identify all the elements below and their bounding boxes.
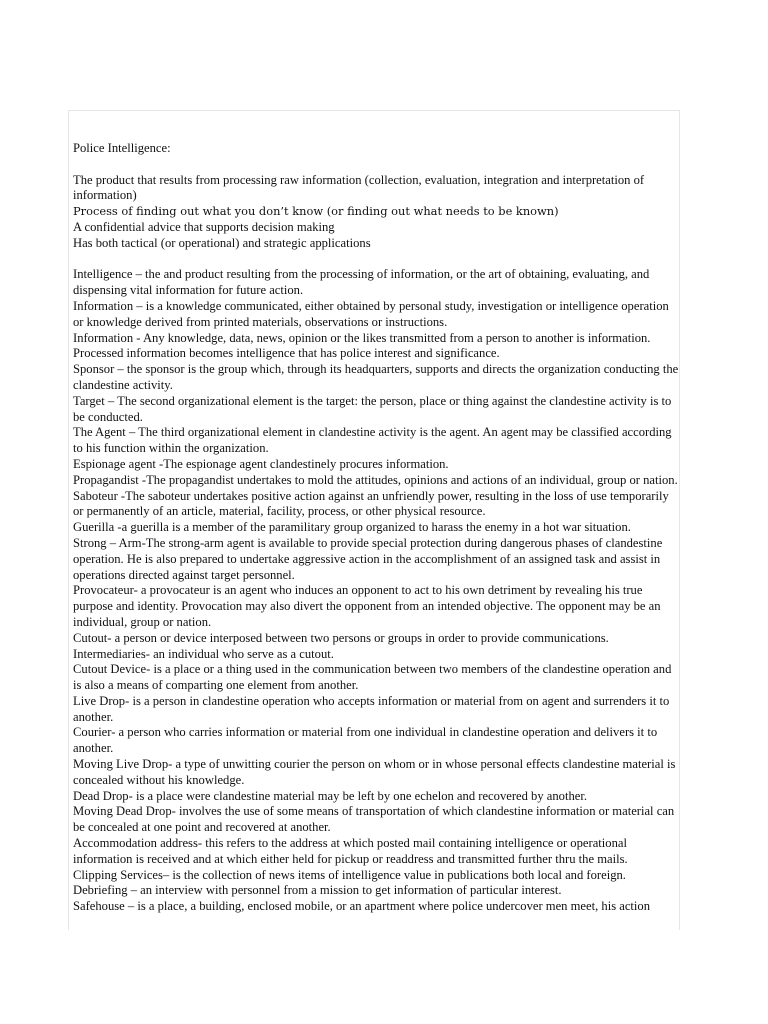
definition-paragraph: The Agent – The third organizational element in clandestine activity is the agent. An agent may be classified according to his function within the organization. <box>73 425 672 456</box>
definition-paragraph: Dead Drop- is a place were clandestine material may be left by one echelon and recovered by another. <box>73 788 588 803</box>
intro-line: The product that results from processing raw information (collection, evaluation, integration and interpretation of information) <box>73 172 645 203</box>
definition-paragraph: Strong – Arm-The strong-arm agent is available to provide special protection during dangerous phases of clandestine operation. He is also prepared to undertake aggressive action in the accomplishment of an assigned task and assist in operations directed against target personnel. <box>73 535 663 582</box>
intro-line: A confidential advice that supports decision making <box>73 219 335 234</box>
document-page <box>68 110 680 930</box>
spacer <box>73 157 679 173</box>
document-title: Police Intelligence: <box>73 141 171 155</box>
definition-paragraph: Provocateur- a provocateur is an agent who induces an opponent to act to his own detriment by revealing his true purpose and identity. Provocation may also divert the opponent from an intended objective. The opponent may be an individual, group or nation. <box>73 583 661 629</box>
definition-paragraph: Target – The second organizational element is the target: the person, place or thing against the clandestine activity is to be conducted. <box>73 393 672 424</box>
definition-paragraph: Safehouse – is a place, a building, enclosed mobile, or an apartment where police undercover men meet, his action <box>73 899 651 914</box>
definition-paragraph: Clipping Services– is the collection of news items of intelligence value in publications both local and foreign. <box>73 867 626 882</box>
definition-paragraph: Sponsor – the sponsor is the group which, through its headquarters, supports and directs the organization conducting the clandestine activity. <box>73 362 679 392</box>
definition-paragraph: Debriefing – an interview with personnel from a mission to get information of particular interest. <box>73 883 562 898</box>
definition-paragraph: Espionage agent -The espionage agent clandestinely procures information. <box>73 456 449 471</box>
definition-paragraph: Cutout Device- is a place or a thing used in the communication between two members of the clandestine operation and is also a means of comparting one element from another. <box>73 662 672 693</box>
definition-paragraph: Information - Any knowledge, data, news, opinion or the likes transmitted from a person to another is information. Processed information becomes intelligence that has police interest and significance. <box>73 330 651 361</box>
intro-line: Has both tactical (or operational) and strategic applications <box>73 235 371 250</box>
definition-paragraph: Information – is a knowledge communicated, either obtained by personal study, investigation or intelligence operation or knowledge derived from printed materials, observations or instructions. <box>73 298 669 329</box>
definition-paragraph: Intermediaries- an individual who serve as a cutout. <box>73 646 334 661</box>
definition-paragraph: Saboteur -The saboteur undertakes positive action against an unfriendly power, resulting in the loss of use temporarily or permanently of an article, material, facility, process, or other physical resource. <box>73 488 669 519</box>
definition-paragraph: Propagandist -The propagandist undertakes to mold the attitudes, opinions and actions of an individual, group or nation. <box>73 472 678 487</box>
definition-paragraph: Moving Live Drop- a type of unwitting courier the person on whom or in whose personal effects clandestine material is concealed without his knowledge. <box>73 757 676 787</box>
definition-paragraph: Moving Dead Drop- involves the use of some means of transportation of which clandestine information or material can be concealed at one point and recovered at another. <box>73 804 675 835</box>
definition-paragraph: Intelligence – the and product resulting from the processing of information, or the art of obtaining, evaluating, and dispensing vital information for future action. <box>73 267 650 298</box>
spacer <box>73 252 679 268</box>
definition-paragraph: Cutout- a person or device interposed between two persons or groups in order to provide communications. <box>73 630 609 645</box>
definition-paragraph: Accommodation address- this refers to the address at which posted mail containing intelligence or operational information is received and at which either held for pickup or readdress and transmitted further thru the mails. <box>73 836 628 866</box>
document-body <box>73 141 679 915</box>
definition-paragraph: Live Drop- is a person in clandestine operation who accepts information or material from on agent and surrenders it to another. <box>73 693 670 724</box>
definition-paragraph: Courier- a person who carries information or material from one individual in clandestine operation and delivers it to another. <box>73 725 658 756</box>
intro-line: Process of finding out what you don’t know (or finding out what needs to be known) <box>73 204 559 219</box>
definition-paragraph: Guerilla -a guerilla is a member of the paramilitary group organized to harass the enemy in a hot war situation. <box>73 520 631 535</box>
